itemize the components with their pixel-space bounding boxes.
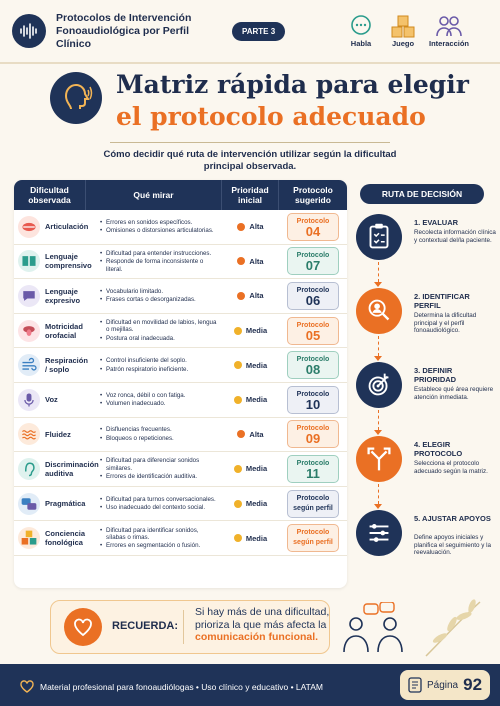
protocol-matrix-table	[14, 180, 347, 588]
table-row	[14, 383, 347, 418]
look-item: • Bloqueos o repeticiones.	[100, 435, 218, 442]
look-cell	[86, 425, 222, 443]
difficulty-cell	[14, 458, 99, 480]
look-cell	[86, 218, 222, 236]
priority-dot	[237, 292, 245, 300]
table-row	[14, 314, 347, 349]
priority-label: Media	[245, 533, 268, 543]
protocol-cell	[279, 386, 347, 414]
look-item: • Uso inadecuado del contexto social.	[100, 504, 218, 511]
leaf-branch-icon	[420, 598, 486, 658]
subtitle: Cómo decidir qué ruta de intervención utilizar según la dificultad principal observada.	[103, 149, 397, 172]
col-header-prioridad: Prioridad inicial	[222, 180, 279, 210]
header-divider	[0, 62, 500, 64]
priority-label: Media	[245, 464, 268, 474]
look-item: • Postura oral inadecuada.	[100, 335, 218, 342]
priority-cell	[222, 534, 279, 543]
step-circle	[356, 362, 402, 408]
chat-bubbles-icon	[20, 495, 38, 513]
difficulty-name: Pragmática	[45, 499, 86, 509]
look-item: • Dificultad en movilidad de labios, lengua o mejillas.	[100, 319, 218, 334]
protocol-label: Protocolo	[296, 425, 330, 433]
priority-dot	[234, 361, 242, 369]
protocol-number: 08	[305, 362, 321, 378]
interaccion-label: Interacción	[428, 39, 469, 48]
difficulty-icon-badge	[18, 320, 40, 342]
difficulty-cell	[14, 285, 86, 307]
heart-hands-badge	[64, 608, 102, 646]
protocol-label: Protocolo	[296, 286, 330, 294]
reminder-text-main: Si hay más de una dificultad, prioriza la que más afecta la	[195, 606, 330, 631]
protocol-label: Protocolo	[296, 321, 330, 329]
page-label: Página	[426, 679, 459, 691]
difficulty-cell	[14, 320, 86, 342]
priority-cell	[222, 222, 279, 231]
look-cell	[86, 287, 222, 305]
reminder-divider	[183, 610, 184, 644]
table-row	[14, 487, 347, 522]
protocol-label: Protocolo	[296, 494, 330, 502]
difficulty-cell	[14, 493, 86, 515]
priority-label: Media	[245, 395, 268, 405]
look-item: • Frases cortas o desorganizadas.	[100, 296, 218, 303]
sliders-icon	[362, 516, 396, 550]
arrow-down-icon	[374, 282, 382, 287]
protocol-label: Protocolo	[296, 217, 330, 225]
difficulty-icon-badge	[18, 216, 40, 238]
difficulty-cell	[14, 354, 86, 376]
protocol-number: 05	[305, 327, 321, 343]
step-connector	[378, 262, 379, 282]
difficulty-cell	[14, 250, 92, 272]
look-cell	[86, 249, 222, 274]
protocol-number: según perfil	[293, 504, 333, 512]
protocol-label: Protocolo	[296, 356, 330, 364]
difficulty-icon-badge	[18, 493, 40, 515]
look-item: • Disfluencias frecuentes.	[100, 426, 218, 433]
arrow-down-icon	[374, 430, 382, 435]
table-row	[14, 418, 347, 453]
protocol-number: 11	[306, 465, 320, 481]
part-badge: PARTE 3	[232, 22, 285, 41]
difficulty-name: Lenguaje comprensivo	[45, 252, 92, 271]
protocol-cell	[279, 351, 347, 379]
difficulty-icon-badge	[18, 285, 40, 307]
logo	[12, 14, 46, 48]
priority-cell	[222, 464, 279, 473]
step-description: Define apoyos iniciales y planifica el seguimiento y la reevaluación.	[414, 534, 492, 557]
protocol-label: Protocolo	[296, 529, 330, 537]
difficulty-icon-badge	[18, 423, 40, 445]
table-row	[14, 279, 347, 314]
sound-wave-icon	[18, 20, 40, 42]
table-header	[14, 180, 347, 210]
look-item: • Control insuficiente del soplo.	[100, 357, 218, 364]
table-row	[14, 521, 347, 556]
protocol-number: 04	[305, 223, 321, 239]
speech-bubble-icon	[349, 14, 373, 38]
wind-icon	[20, 356, 38, 374]
protocol-cell	[279, 420, 347, 448]
step-circle	[356, 510, 402, 556]
look-cell	[86, 526, 222, 551]
look-item: • Patrón respiratorio ineficiente.	[100, 366, 218, 373]
page-number-badge	[400, 670, 490, 700]
priority-dot	[237, 257, 245, 265]
title-line-1: Matriz rápida para elegir	[116, 70, 469, 99]
look-item: • Dificultad para diferenciar sonidos similares.	[100, 457, 218, 472]
look-cell	[86, 318, 222, 343]
protocol-label: Protocolo	[296, 390, 330, 398]
priority-label: Media	[245, 360, 268, 370]
difficulty-cell	[14, 216, 89, 238]
look-cell	[86, 391, 222, 409]
target-icon	[362, 368, 396, 402]
table-row	[14, 210, 347, 245]
priority-label: Alta	[249, 256, 264, 266]
priority-cell	[222, 395, 279, 404]
conversation-people-icon	[340, 602, 410, 656]
table-row	[14, 452, 347, 487]
title-line-2: el protocolo adecuado	[116, 102, 426, 131]
difficulty-name: Voz	[45, 395, 58, 405]
mouth-icon	[20, 218, 38, 236]
difficulty-name: Discriminación auditiva	[45, 459, 99, 478]
people-icon	[436, 15, 462, 37]
look-item: • Errores en segmentación o fusión.	[100, 542, 218, 549]
protocol-badge[interactable]	[287, 524, 339, 552]
abc-blocks-icon	[20, 529, 38, 547]
speaking-head-icon	[59, 81, 93, 115]
priority-dot	[234, 500, 242, 508]
step-connector	[378, 410, 379, 430]
step-description: Establece qué área requiere atención inmediata.	[414, 386, 494, 401]
heart-icon	[72, 616, 94, 638]
protocol-badge[interactable]	[287, 317, 339, 345]
blocks-icon	[390, 14, 416, 38]
priority-dot	[234, 396, 242, 404]
interaccion-tab[interactable]	[426, 13, 472, 48]
book-icon	[20, 252, 38, 270]
difficulty-name: Articulación	[45, 222, 89, 232]
protocol-cell	[279, 282, 347, 310]
look-item: • Dificultad para turnos conversacionales.	[100, 496, 218, 503]
priority-cell	[222, 326, 279, 335]
difficulty-cell	[14, 423, 86, 445]
arrow-down-icon	[374, 356, 382, 361]
step-circle	[356, 436, 402, 482]
protocol-cell	[279, 455, 347, 483]
speech-bubble-icon	[20, 287, 38, 305]
step-connector	[378, 336, 379, 356]
priority-dot	[234, 465, 242, 473]
reminder-highlight: comunicación funcional.	[195, 631, 319, 643]
protocol-number: 09	[305, 431, 321, 447]
step-title: 4. ELEGIR PROTOCOLO	[414, 440, 463, 458]
protocol-badge[interactable]	[287, 386, 339, 414]
protocol-badge[interactable]	[287, 282, 339, 310]
difficulty-icon-badge	[18, 250, 40, 272]
table-row	[14, 348, 347, 383]
route-title: RUTA DE DECISIÓN	[360, 184, 484, 204]
difficulty-icon-badge	[18, 458, 40, 480]
heart-outline-icon	[20, 680, 34, 694]
priority-label: Alta	[249, 429, 264, 439]
look-item: • Vocabulario limitado.	[100, 288, 218, 295]
step-description: Determina la dificultad principal y el perfil fonoaudiológico.	[414, 312, 477, 335]
difficulty-cell	[14, 389, 86, 411]
habla-label: Habla	[350, 39, 372, 48]
speaking-head-badge	[50, 72, 102, 124]
look-cell	[86, 356, 222, 374]
waves-icon	[20, 425, 38, 443]
look-item: • Errores de identificación auditiva.	[100, 473, 218, 480]
look-cell	[86, 456, 222, 481]
look-item: • Responde de forma inconsistente o literal.	[100, 258, 218, 273]
look-item: • Dificultad para entender instrucciones.	[100, 250, 218, 257]
col-header-que-mirar: Qué mirar	[86, 180, 222, 210]
priority-label: Alta	[249, 291, 264, 301]
document-icon	[408, 677, 422, 693]
protocol-badge[interactable]	[287, 213, 339, 241]
difficulty-icon-badge	[18, 354, 40, 376]
protocol-badge[interactable]	[287, 455, 339, 483]
tongue-icon	[20, 322, 38, 340]
look-item: • Dificultad para identificar sonidos, sílabas o rimas.	[100, 527, 218, 542]
protocol-badge[interactable]	[287, 351, 339, 379]
priority-cell	[222, 291, 279, 300]
difficulty-name: Conciencia fonológica	[45, 529, 86, 548]
protocol-label: Protocolo	[296, 459, 330, 467]
header-title: Protocolos de Intervención Fonoaudiológica por Perfil Clínico	[56, 11, 192, 50]
split-arrows-icon	[362, 442, 396, 476]
step-title: 2. IDENTIFICAR PERFIL	[414, 292, 470, 310]
protocol-badge[interactable]	[287, 490, 339, 518]
difficulty-name: Fluidez	[45, 429, 71, 439]
juego-label: Juego	[391, 39, 415, 48]
subtitle-divider	[110, 142, 390, 143]
priority-dot	[237, 223, 245, 231]
step-title: 3. DEFINIR PRIORIDAD	[414, 366, 457, 384]
col-header-dificultad: Dificultad observada	[14, 180, 86, 210]
priority-cell	[222, 430, 279, 439]
look-cell	[86, 495, 222, 513]
page-number: 92	[463, 675, 483, 694]
protocol-badge[interactable]	[287, 420, 339, 448]
look-item: • Omisiones o distorsiones articulatorias.	[100, 227, 218, 234]
protocol-badge[interactable]	[287, 247, 339, 275]
difficulty-icon-badge	[18, 527, 40, 549]
look-item: • Volumen inadecuado.	[100, 400, 218, 407]
microphone-icon	[20, 391, 38, 409]
look-item: • Voz ronca, débil o con fatiga.	[100, 392, 218, 399]
priority-label: Media	[245, 499, 268, 509]
footer-text: Material profesional para fonoaudiólogas • Uso clínico y educativo • LATAM	[40, 682, 323, 692]
step-description: Selecciona el protocolo adecuado según la matriz.	[414, 460, 488, 475]
clipboard-icon	[362, 220, 396, 254]
protocol-number: 06	[305, 292, 321, 308]
priority-dot	[237, 430, 245, 438]
reminder-label: RECUERDA:	[112, 620, 178, 632]
priority-cell	[222, 257, 279, 266]
step-connector	[378, 484, 379, 504]
arrow-down-icon	[374, 504, 382, 509]
step-circle	[356, 214, 402, 260]
table-row	[14, 245, 347, 280]
protocol-number: 10	[305, 396, 321, 412]
priority-dot	[234, 534, 242, 542]
step-title: 1. EVALUAR	[414, 218, 459, 227]
protocol-label: Protocolo	[296, 252, 330, 260]
protocol-cell	[279, 213, 347, 241]
table-body	[14, 210, 347, 556]
priority-cell	[222, 499, 279, 508]
step-circle	[356, 288, 402, 334]
priority-dot	[234, 327, 242, 335]
priority-cell	[222, 361, 279, 370]
difficulty-name: Lenguaje expresivo	[45, 286, 81, 305]
reminder-text	[195, 606, 335, 644]
protocol-cell	[279, 524, 347, 552]
difficulty-icon-badge	[18, 389, 40, 411]
priority-label: Media	[245, 326, 268, 336]
protocol-number: 07	[305, 258, 321, 274]
col-header-protocolo: Protocolo sugerido	[293, 185, 333, 205]
look-item: • Errores en sonidos específicos.	[100, 219, 218, 226]
priority-label: Alta	[249, 222, 264, 232]
protocol-number: según perfil	[293, 539, 333, 547]
protocol-cell	[279, 490, 347, 518]
difficulty-name: Motricidad orofacial	[45, 321, 83, 340]
profile-search-icon	[362, 294, 396, 328]
difficulty-cell	[14, 527, 86, 549]
difficulty-name: Respiración / soplo	[45, 356, 88, 375]
ear-icon	[20, 460, 38, 478]
protocol-cell	[279, 317, 347, 345]
protocol-cell	[279, 247, 347, 275]
step-description: Recolecta información clínica y contextual del/la paciente.	[414, 229, 496, 244]
juego-tab[interactable]	[380, 13, 426, 48]
habla-tab[interactable]	[338, 13, 384, 48]
step-title: 5. AJUSTAR APOYOS	[414, 514, 491, 523]
